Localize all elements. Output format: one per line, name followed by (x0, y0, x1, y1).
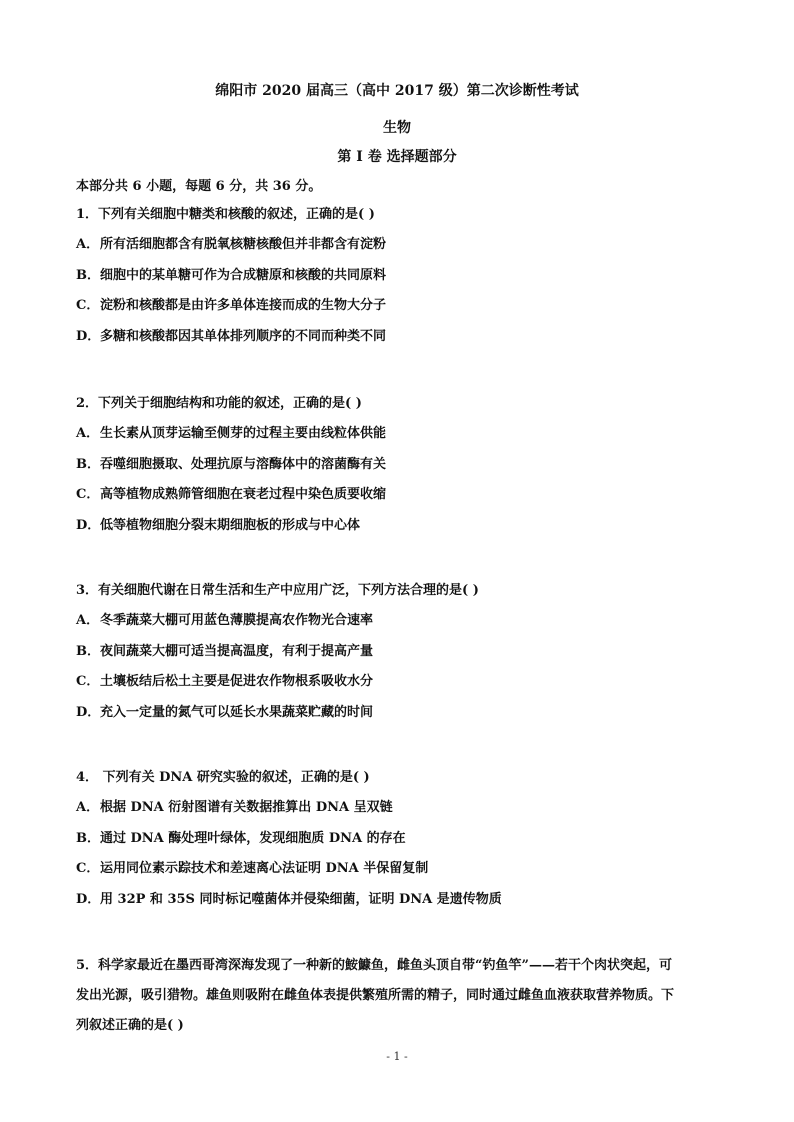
option-text: 生长素从顶芽运输至侧芽的过程主要由线粒体供能 (100, 426, 387, 441)
option-label: A． (76, 237, 100, 252)
page-number: - 1 - (386, 1050, 408, 1063)
option-a (76, 606, 726, 637)
option-b (76, 824, 726, 855)
option-label: A． (76, 800, 100, 815)
option-text: 充入一定量的氮气可以延长水果蔬菜贮藏的时间 (100, 704, 374, 720)
option-d (76, 885, 726, 916)
option-text: 通过 DNA 酶处理叶绿体，发现细胞质 DNA 的存在 (100, 830, 406, 846)
question-stem: 2．下列关于细胞结构和功能的叙述，正确的是( ) (76, 396, 362, 411)
option-a (76, 793, 726, 824)
subject-heading: 生物 (383, 120, 411, 136)
question-1 (76, 200, 726, 352)
option-a (76, 419, 726, 450)
option-text: 所有活细胞都含有脱氧核糖核酸但并非都含有淀粉 (100, 237, 387, 252)
option-label: D． (76, 517, 101, 533)
option-label: B． (76, 830, 100, 846)
question-5-line-3: 列叙述正确的是( ) (76, 1018, 184, 1033)
option-d (76, 511, 726, 542)
option-label: C． (76, 298, 100, 313)
option-label: B． (76, 456, 100, 472)
question-stem: 3．有关细胞代谢在日常生活和生产中应用广泛，下列方法合理的是( ) (76, 583, 479, 598)
option-label: D． (76, 704, 101, 720)
question-stem: 4． 下列有关 DNA 研究实验的叙述，正确的是( ) (76, 770, 370, 785)
question-stem: 1．下列有关细胞中糖类和核酸的叙述，正确的是( ) (76, 207, 375, 222)
option-label: C． (76, 487, 100, 502)
option-label: B． (76, 267, 100, 283)
exam-title: 绵阳市 2020 届高三（高中 2017 级）第二次诊断性考试 (215, 83, 579, 99)
section-heading: 第 I 卷 选择题部分 (337, 149, 457, 165)
option-b (76, 637, 726, 668)
option-c (76, 854, 726, 885)
option-text: 运用同位素示踪技术和差速离心法证明 DNA 半保留复制 (100, 861, 429, 876)
option-text: 土壤板结后松土主要是促进农作物根系吸收水分 (100, 674, 374, 689)
option-text: 细胞中的某单糖可作为合成糖原和核酸的共同原料 (100, 267, 387, 283)
option-b (76, 450, 726, 481)
question-5 (76, 951, 726, 1041)
option-c (76, 291, 726, 322)
question-5-line-2: 发出光源，吸引猎物。雄鱼则吸附在雌鱼体表提供繁殖所需的精子，同时通过雌鱼血液获取营养物质。下 (76, 988, 675, 1003)
option-label: D． (76, 328, 101, 344)
option-text: 用 32P 和 35S 同时标记噬菌体并侵染细菌，证明 DNA 是遗传物质 (100, 891, 502, 907)
option-label: A． (76, 613, 100, 628)
option-label: B． (76, 643, 100, 659)
question-5-line-1: 5．科学家最近在墨西哥湾深海发现了一种新的鮟鱇鱼，雌鱼头顶自带“钓鱼竿”——若干个肉状突起，可 (76, 958, 673, 973)
option-text: 根据 DNA 衍射图谱有关数据推算出 DNA 呈双链 (100, 800, 393, 815)
option-text: 低等植物细胞分裂末期细胞板的形成与中心体 (100, 517, 361, 533)
option-label: C． (76, 674, 100, 689)
option-d (76, 698, 726, 729)
question-4 (76, 763, 726, 915)
option-d (76, 322, 726, 353)
section-intro: 本部分共 6 小题，每题 6 分，共 36 分。 (76, 179, 322, 194)
option-text: 吞噬细胞摄取、处理抗原与溶酶体中的溶菌酶有关 (100, 456, 387, 472)
option-c (76, 667, 726, 698)
option-c (76, 480, 726, 511)
option-text: 淀粉和核酸都是由许多单体连接而成的生物大分子 (100, 298, 387, 313)
option-text: 冬季蔬菜大棚可用蓝色薄膜提高农作物光合速率 (100, 613, 374, 628)
option-label: D． (76, 891, 101, 907)
question-3 (76, 576, 726, 728)
option-a (76, 230, 726, 261)
question-2 (76, 389, 726, 541)
option-label: A． (76, 426, 100, 441)
option-text: 夜间蔬菜大棚可适当提高温度，有利于提高产量 (100, 643, 374, 659)
option-label: C． (76, 861, 100, 876)
option-text: 高等植物成熟筛管细胞在衰老过程中染色质要收缩 (100, 487, 387, 502)
option-b (76, 261, 726, 292)
option-text: 多糖和核酸都因其单体排列顺序的不同而种类不同 (100, 328, 387, 344)
